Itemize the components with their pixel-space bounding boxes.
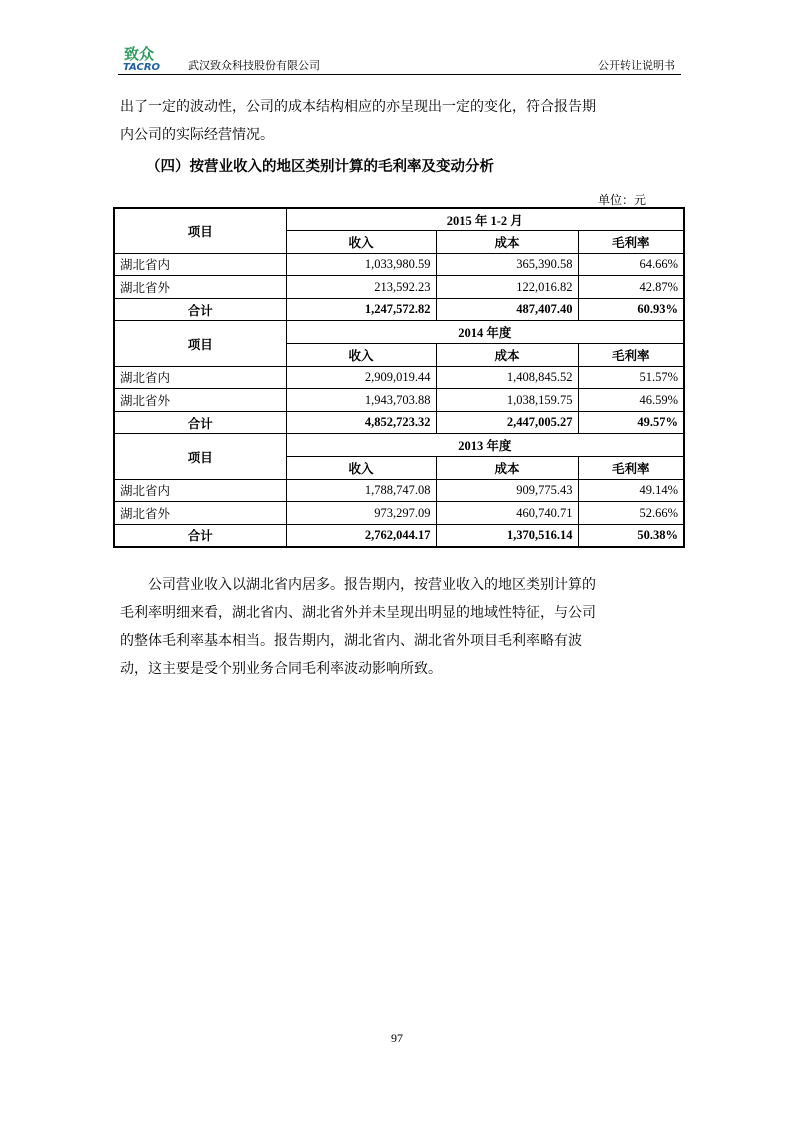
total-margin: 60.93%	[578, 298, 684, 321]
region-cell: 湖北省外	[114, 502, 286, 525]
total-label: 合计	[114, 411, 286, 434]
region-cell: 湖北省外	[114, 389, 286, 412]
conclusion-line: 的整体毛利率基本相当。报告期内，湖北省内、湖北省外项目毛利率略有波	[120, 633, 582, 649]
period-header-row	[114, 208, 684, 231]
conclusion-line: 公司营业收入以湖北省内居多。报告期内，按营业收入的地区类别计算的	[120, 577, 596, 593]
region-cell: 湖北省内	[114, 253, 286, 276]
page-number: 97	[391, 1031, 403, 1045]
total-label: 合计	[114, 524, 286, 547]
company-name: 武汉致众科技股份有限公司	[188, 59, 320, 72]
region-cell: 湖北省内	[114, 479, 286, 502]
margin-header: 毛利率	[578, 231, 684, 254]
total-cost: 2,447,005.27	[436, 411, 578, 434]
svg-text:TACRO: TACRO	[123, 62, 161, 72]
conclusion-line: 毛利率明细来看，湖北省内、湖北省外并未呈现出明显的地域性特征，与公司	[120, 605, 596, 621]
income-header: 收入	[286, 457, 436, 480]
margin-cell: 52.66%	[578, 502, 684, 525]
section-title: （四）按营业收入的地区类别计算的毛利率及变动分析	[146, 159, 494, 175]
period-title: 2013 年度	[286, 434, 684, 457]
region-cell: 湖北省外	[114, 276, 286, 299]
margin-cell: 46.59%	[578, 389, 684, 412]
svg-text:致众: 致众	[124, 45, 155, 63]
total-label: 合计	[114, 298, 286, 321]
margin-header: 毛利率	[578, 344, 684, 367]
period-header-row	[114, 434, 684, 457]
gross-margin-table	[113, 207, 685, 548]
table-row	[114, 389, 684, 412]
region-cell: 湖北省内	[114, 366, 286, 389]
table-row	[114, 479, 684, 502]
margin-cell: 51.57%	[578, 366, 684, 389]
income-header: 收入	[286, 344, 436, 367]
income-header: 收入	[286, 231, 436, 254]
income-cell: 2,909,019.44	[286, 366, 436, 389]
margin-cell: 49.14%	[578, 479, 684, 502]
income-cell: 213,592.23	[286, 276, 436, 299]
cost-header: 成本	[436, 231, 578, 254]
total-income: 4,852,723.32	[286, 411, 436, 434]
table-row	[114, 276, 684, 299]
cost-cell: 1,038,159.75	[436, 389, 578, 412]
table-row	[114, 502, 684, 525]
income-cell: 973,297.09	[286, 502, 436, 525]
total-income: 2,762,044.17	[286, 524, 436, 547]
cost-cell: 909,775.43	[436, 479, 578, 502]
cost-cell: 460,740.71	[436, 502, 578, 525]
conclusion-line: 动，这主要是受个别业务合同毛利率波动影响所致。	[120, 661, 442, 677]
cost-cell: 122,016.82	[436, 276, 578, 299]
table-row	[114, 253, 684, 276]
total-row	[114, 411, 684, 434]
company-logo	[122, 44, 184, 72]
cost-header: 成本	[436, 457, 578, 480]
income-cell: 1,033,980.59	[286, 253, 436, 276]
period-title: 2015 年 1-2 月	[286, 208, 684, 231]
item-header: 项目	[114, 434, 286, 479]
income-cell: 1,788,747.08	[286, 479, 436, 502]
margin-header: 毛利率	[578, 457, 684, 480]
total-margin: 50.38%	[578, 524, 684, 547]
cost-cell: 1,408,845.52	[436, 366, 578, 389]
margin-cell: 42.87%	[578, 276, 684, 299]
item-header: 项目	[114, 321, 286, 366]
intro-paragraph	[120, 93, 680, 149]
total-cost: 487,407.40	[436, 298, 578, 321]
intro-line: 内公司的实际经营情况。	[120, 127, 274, 143]
unit-label: 单位：元	[598, 193, 647, 207]
total-row	[114, 298, 684, 321]
intro-line: 出了一定的波动性，公司的成本结构相应的亦呈现出一定的变化，符合报告期	[120, 99, 596, 115]
table-row	[114, 366, 684, 389]
margin-cell: 64.66%	[578, 253, 684, 276]
period-header-row	[114, 321, 684, 344]
period-title: 2014 年度	[286, 321, 684, 344]
item-header: 项目	[114, 208, 286, 253]
income-cell: 1,943,703.88	[286, 389, 436, 412]
conclusion-paragraph	[120, 571, 680, 683]
total-income: 1,247,572.82	[286, 298, 436, 321]
cost-header: 成本	[436, 344, 578, 367]
page-header	[118, 44, 681, 75]
total-cost: 1,370,516.14	[436, 524, 578, 547]
total-row	[114, 524, 684, 547]
total-margin: 49.57%	[578, 411, 684, 434]
document-type: 公开转让说明书	[598, 59, 675, 72]
cost-cell: 365,390.58	[436, 253, 578, 276]
